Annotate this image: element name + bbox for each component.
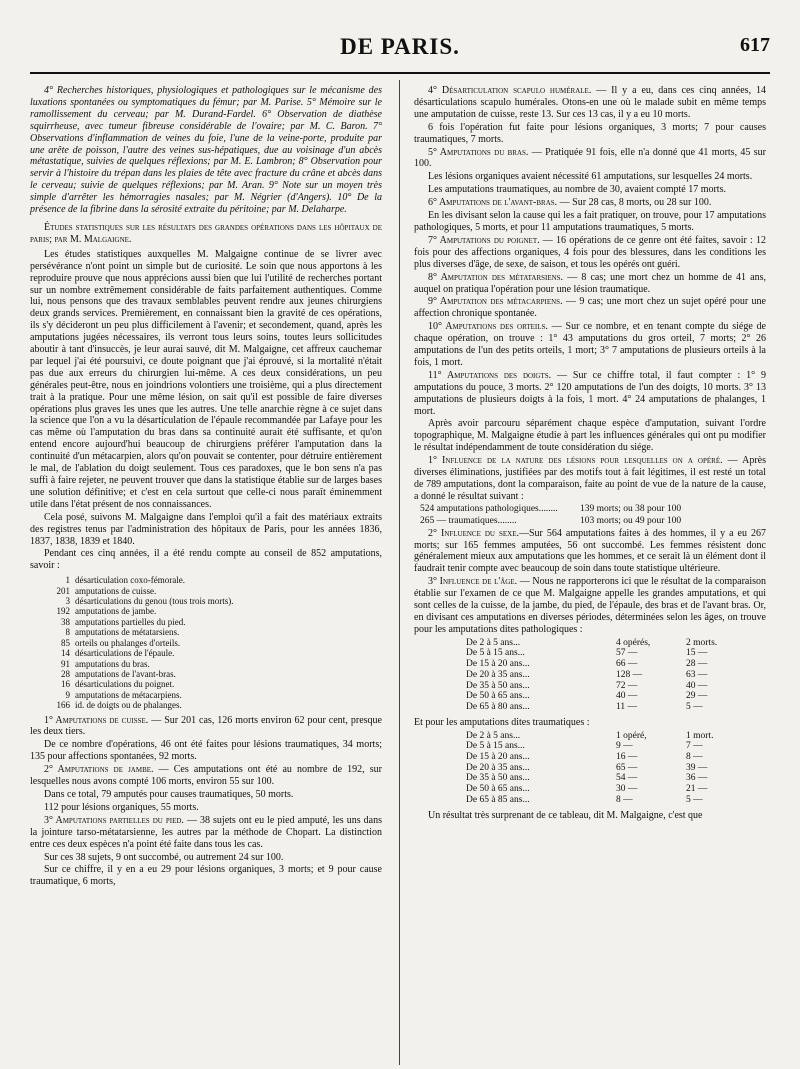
table-cell: 139 morts; ou 38 pour 100	[580, 503, 682, 514]
section-heading: 11° Amputations des doigts.	[428, 369, 552, 381]
section-heading: 8° Amputation des métatarsiens.	[428, 271, 564, 283]
list-count: 91	[61, 658, 70, 669]
section-heading: 2° Amputations de jambe.	[44, 764, 154, 776]
section-text: — 8 cas; une mort chez un homme de 41 ans, auquel on pratiqua l'opération pour une lésion traumatique.	[414, 271, 766, 295]
table-row	[466, 670, 766, 681]
paragraph	[30, 864, 382, 888]
section-text: 6 fois l'opération fut faite pour lésions organiques, 3 morts; 7 pour causes traumatiques, 7 morts.	[414, 121, 766, 145]
section-heading: 6° Amputations de l'avant-bras.	[428, 197, 558, 209]
section-text: 112 pour lésions organiques, 55 morts.	[44, 801, 199, 813]
table-cell: De 5 à 15 ans...	[466, 648, 525, 659]
paragraph: Et pour les amputations dites traumatiques :	[414, 716, 590, 728]
section-text: — Sur 28 cas, 8 morts, ou 28 sur 100.	[557, 197, 712, 209]
table-cell: 40 —	[686, 680, 708, 691]
table-row	[466, 795, 766, 806]
table-cell: 30 —	[616, 784, 638, 795]
section-heading: 3° Influence de l'âge.	[428, 576, 518, 588]
table-cell: 28 —	[686, 659, 708, 670]
list-count: 166	[56, 700, 70, 711]
list-count: 16	[61, 679, 70, 690]
table-row	[466, 763, 766, 774]
list-count: 192	[56, 606, 70, 617]
table-cell: 1 mort.	[686, 730, 714, 741]
paragraph	[414, 455, 766, 503]
age-table-traumatic	[466, 731, 766, 806]
header-rule	[30, 72, 770, 74]
paragraph	[30, 802, 382, 814]
right-column	[414, 85, 766, 822]
table-row	[466, 681, 766, 692]
table-cell: De 15 à 20 ans...	[466, 752, 530, 763]
section-text: — Sur 201 cas, 126 morts environ 62 pour cent, presque les deux tiers.	[30, 714, 382, 738]
table-cell: 2 morts.	[686, 637, 718, 648]
section-heading: 7° Amputations du poignet.	[428, 234, 540, 246]
paragraph	[414, 197, 766, 209]
table-cell: 15 —	[686, 648, 708, 659]
page-header	[30, 18, 770, 78]
section-text: Sur ce chiffre, il y en a eu 29 pour lésions organiques, 3 morts; et 9 pour cause traumatique, 6 morts,	[30, 864, 382, 888]
list-count: 38	[61, 616, 70, 627]
section-text: — Après diverses éliminations, justifiées par des motifs tout à fait légitimes, il est resté un total de 789 amputations, dont la comparaison, faite au point de vue de la nature de la cause, a donné le résultat suivant :	[414, 455, 766, 502]
table-cell: De 2 à 5 ans...	[466, 730, 521, 741]
paragraph	[414, 528, 766, 576]
left-column	[30, 85, 382, 889]
paragraph: 4° Recherches historiques, physiologiques et pathologiques sur le mécanisme des luxations spontanées ou symptomatiques du fémur; par M. Parise. 5° Mémoire sur le ramollissement du cerveau; par M. Durand-Fardel. 6° Observation de diathèse squirrheuse, avec tumeur fibreuse considérable de l'ovaire; par M. C. Baron. 7° Observations d'inflammation de veines du foie, l'une de la veine-porte, produite par une arête de poisson, l'autre des veines sus-hépatiques, due au voisinage d'un abcès métastatique, suivies de quelques réflexions; par M. E. Lambron; 8° Observation pour servir à l'histoire du trépan dans les plaies de tête avec fracture du crâne et abcès dans le cerveau; suivie de quelques réflexions; par M. Aran. 9° Note sur un moyen très simple d'arrêter les hémorragies nasales; par M. Négrier (d'Angers). 10° De la présence de la fibrine dans la sérosité extraite du péritoine; par M. Delaharpe.	[30, 85, 382, 216]
paragraph	[30, 715, 382, 739]
table-row	[420, 504, 766, 516]
table-cell: 29 —	[686, 691, 708, 702]
paragraph	[30, 815, 382, 851]
table-row	[420, 516, 766, 528]
table-row	[466, 648, 766, 659]
list-item	[30, 627, 382, 637]
section-heading: 3° Amputations partielles du pied.	[44, 814, 184, 826]
section-text: — Sur ce chiffre total, il faut compter : 1° 9 amputations du pouce, 3 morts. 2° 120 amputations de l'un des doigts, 10 morts. 3° 13 amputations de plusieurs doigts à la fois, 1 mort. 4° 24 amputations de phalanges, 1 mort.	[414, 369, 766, 417]
paragraph	[414, 171, 766, 183]
table-cell: 8 —	[686, 752, 703, 763]
table-cell: 524 amputations pathologiques........	[420, 503, 558, 514]
section-text: Après avoir parcouru séparément chaque espèce d'amputation, suivant l'ordre topographique, M. Malgaigne étudie à part les influences générales qui ont pu modifier le résultat indépendamment de toute considération du siége.	[414, 418, 766, 454]
list-label: amputations partielles du pied.	[75, 616, 186, 627]
section-text: — 38 sujets ont eu le pied amputé, les uns dans la jointure tarso-métatarsienne, les autres par la méthode de Chopart. La distinction entre ces deux espèces n'a point été faite dans tous les cas.	[30, 814, 382, 850]
section-text: Les amputations traumatiques, au nombre de 30, avaient compté 17 morts.	[428, 184, 726, 196]
table-row	[466, 638, 766, 649]
list-item	[30, 617, 382, 627]
table-cell: De 65 à 80 ans...	[466, 702, 530, 712]
section-text: En les divisant selon la cause qui les a fait pratiquer, on trouve, pour 17 amputations pathologiques, 5 morts, et pour 11 amputations traumatiques, 5 morts.	[414, 210, 766, 233]
list-item	[30, 669, 382, 679]
list-label: orteils ou phalanges d'orteils.	[75, 637, 181, 648]
table-cell: 21 —	[686, 784, 708, 795]
table-cell: 63 —	[686, 669, 708, 680]
section-heading: 5° Amputations du bras.	[428, 146, 529, 158]
paragraph: Un résultat très surprenant de ce tableau, dit M. Malgaigne, c'est que	[428, 809, 703, 821]
paragraph: Les études statistiques auxquelles M. Malgaigne continue de se livrer avec persévérance n'ont point un simple but de curiosité. Le soin que nous apportons à les reproduire prouve que nous apprécions aussi bien que lui l'utilité de recherches portant sur un nombre extrêmement considérable de faits parfaitement authentiques. Comme lui, nous pensons que des travaux semblables peuvent rendre aux jeunes chirurgiens deux grands services. Premièrement, en connaissant bien la gravité de ces opérations, ils s'y décideront un peu plus difficilement à l'avenir; et secondement, quand, après les amputations jugées nécessaires, ils verront tous leurs soins, toutes leurs sollicitudes aboutir à tant d'insuccès, je leur aurai sauvé, dit M. Malgaigne, cet affreux cauchemar par lequel j'ai été poursuivi, ce doute poignant que j'ai éprouvé, si la mortalité n'était pas due aux erreurs du chirurgien lui-même. A ces deux considérations, un peu générales peut-être, nous en joindrions volontiers une troisième, qui a plus directement trait à la pratique. Pour une même lésion, on sait qu'il est possible de faire diverses opérations plus graves les unes que les autres. Une telle anarchie règne à ce sujet dans la science que l'on a vu la désarticulation de l'épaule recommandée par Lafaye pour les cas même où l'amputation du bras dans sa continuité aurait été suffisante, et qu'on entend encore aujourd'hui beaucoup de chirurgiens préférer l'amputation dans la continuité d'un métacarpien, alors qu'on pouvait se contenter, pour détruire entièrement le mal, de l'ablation du doigt seulement. Tous ces paradoxes, que le bon sens n'a pas suffi à faire rejeter, ne peuvent trouver que dans la statistique établie sur de larges bases une solution définitive; et c'est en cela surtout que celle-ci nous paraît éminemment utile dans l'état présent de nos connaissances.	[30, 248, 382, 510]
table-cell: De 50 à 65 ans...	[466, 784, 530, 795]
list-item	[30, 638, 382, 648]
list-label: désarticulation coxo-fémorale.	[75, 575, 185, 586]
table-cell: De 20 à 35 ans...	[466, 669, 530, 680]
section-heading: 9° Amputation des métacarpiens.	[428, 296, 563, 308]
table-row	[466, 741, 766, 752]
page-number: 617	[740, 34, 770, 56]
table-row	[466, 773, 766, 784]
section-text: — Pratiquée 91 fois, elle n'a donné que 41 morts, 45 sur 100.	[414, 146, 766, 170]
list-label: id. de doigts ou de phalanges.	[75, 700, 182, 711]
table-cell: 11 —	[616, 702, 638, 712]
paragraph	[414, 418, 766, 454]
paragraph	[30, 852, 382, 864]
paragraph	[30, 739, 382, 763]
paragraph	[414, 321, 766, 369]
list-label: amputations de l'avant-bras.	[75, 668, 176, 679]
list-item	[30, 659, 382, 669]
list-label: amputations de métatarsiens.	[75, 627, 180, 638]
table-cell: 66 —	[616, 659, 638, 670]
table-cell: De 50 à 65 ans...	[466, 691, 530, 702]
lesion-table	[414, 504, 766, 528]
table-row	[466, 752, 766, 763]
list-count: 1	[65, 575, 70, 586]
section-text: — Ces amputations ont été au nombre de 192, sur lesquelles nous avons compté 106 morts, environ 55 sur 100.	[30, 764, 382, 788]
paragraph	[414, 370, 766, 418]
list-count: 85	[61, 637, 70, 648]
table-row	[466, 702, 766, 713]
running-title: DE PARIS.	[340, 34, 460, 59]
section-title: Études statistiques sur les résultats des grandes opérations dans les hôpitaux de paris; par M. Malgaigne.	[30, 221, 382, 245]
table-cell: 1 opéré,	[616, 730, 647, 741]
list-item	[30, 648, 382, 658]
list-count: 201	[56, 585, 70, 596]
left-sections	[30, 715, 382, 889]
section-text: Les lésions organiques avaient nécessité 61 amputations, sur lesquelles 24 morts.	[428, 171, 753, 183]
table-cell: 103 morts; ou 49 pour 100	[580, 515, 682, 526]
table-cell: De 5 à 15 ans...	[466, 741, 525, 752]
table-cell: De 2 à 5 ans...	[466, 637, 521, 648]
section-text: — Sur ce nombre, et en tenant compte du siége de chaque opération, on trouve : 1° 43 amputations du gros orteil, 7 morts; 2° 26 amputations de l'un des petits orteils, 1 mort; 3° 7 amputations de plusieurs orteils à la fois, 1 mort.	[414, 321, 766, 368]
list-label: amputations de métacarpiens.	[75, 689, 182, 700]
section-heading: 4° Désarticulation scapulo humérale.	[428, 85, 592, 96]
section-text: — 16 opérations de ce genre ont été faites, savoir : 12 fois pour des affections organiques, 4 fois pour des blessures, dans les conditions les plus diverses d'âge, de sexe, de saison, et tous les opérés ont guéri.	[414, 234, 767, 270]
right-mid-sections	[414, 528, 766, 636]
list-item	[30, 575, 382, 585]
section-text: Dans ce total, 79 amputés pour causes traumatiques, 50 morts.	[44, 788, 294, 800]
paragraph: Pendant ces cinq années, il a été rendu compte au conseil de 852 amputations, savoir :	[30, 548, 382, 572]
paragraph	[414, 576, 766, 636]
paragraph	[414, 85, 766, 121]
table-cell: De 15 à 20 ans...	[466, 659, 530, 670]
paragraph	[414, 122, 766, 146]
section-heading: 1° Influence de la nature des lésions pour lesquelles on a opéré.	[428, 455, 723, 467]
list-label: amputations de jambe.	[75, 606, 157, 617]
section-text: — Il y a eu, dans ces cinq années, 14 désarticulations scapulo humérales. Otons-en une où le malade subit en même temps une amputation de cuisse, reste 13. Sur ces 13 cas, il y a eu 10 morts.	[414, 85, 766, 120]
table-cell: 128 —	[616, 669, 643, 680]
list-item	[30, 586, 382, 596]
list-count: 8	[65, 627, 70, 638]
section-heading: 1° Amputations de cuisse.	[44, 714, 149, 726]
list-label: désarticulations de l'épaule.	[75, 648, 175, 659]
age-table-pathological	[466, 638, 766, 713]
table-cell: De 65 à 85 ans...	[466, 794, 530, 805]
paragraph	[414, 235, 766, 271]
paragraph	[30, 789, 382, 801]
paragraph	[414, 147, 766, 171]
table-cell: 39 —	[686, 762, 708, 773]
list-item	[30, 596, 382, 606]
table-cell: 265 — traumatiques........	[420, 515, 517, 526]
section-text: De ce nombre d'opérations, 46 ont été faites pour lésions traumatiques, 34 morts; 135 pour affections spontanées, 92 morts.	[30, 739, 382, 763]
paragraph	[414, 210, 766, 234]
paragraph	[414, 184, 766, 196]
table-row	[466, 691, 766, 702]
section-text: — 9 cas; une mort chez un sujet opéré pour une affection chronique spontanée.	[414, 296, 766, 320]
section-heading: 10° Amputations des orteils.	[428, 321, 548, 333]
paragraph: Cela posé, suivons M. Malgaigne dans l'emploi qu'il a fait des matériaux extraits des registres tenus par l'administration des hôpitaux de Paris, pour les années 1836, 1837, 1838, 1839 et 1840.	[30, 511, 382, 547]
right-sections	[414, 85, 766, 503]
list-item	[30, 700, 382, 710]
paragraph	[414, 272, 766, 296]
table-cell: 16 —	[616, 752, 638, 763]
section-text: —Sur 564 amputations faites à des hommes, il y a eu 267 morts; sur 165 femmes amputées, 56 ont succombé. Les femmes résistent donc généralement mieux aux amputations que les hommes, et ce serait là un élément dont il faudrait tenir compte avec beaucoup de soin dans toute statistique ultérieure.	[414, 527, 766, 575]
table-row	[466, 659, 766, 670]
table-cell: 40 —	[616, 691, 638, 702]
list-count: 9	[65, 689, 70, 700]
list-label: amputations du bras.	[75, 658, 150, 669]
table-cell: 5 —	[686, 794, 703, 805]
table-cell: De 20 à 35 ans...	[466, 762, 530, 773]
section-text: — Nous ne rapporterons ici que le résultat de la comparaison établie sur l'examen de ce que M. Malgaigne appelle les grandes amputations, et qui sont celles de la cuisse, de la jambe, du pied, de l'épaule, des bras et de l'avant bras. Or, en divisant ces amputations en diverses périodes, déterminées selon les âges, on trouve pour les amputations dites pathologiques :	[414, 576, 767, 635]
table-cell: De 35 à 50 ans...	[466, 773, 530, 784]
table-cell: 54 —	[616, 773, 638, 784]
table-cell: De 35 à 50 ans...	[466, 680, 530, 691]
list-label: désarticulations du genou (tous trois morts).	[75, 596, 234, 607]
table-cell: 57 —	[616, 648, 638, 659]
section-heading: 2° Influence du sexe.	[428, 527, 519, 539]
list-item	[30, 606, 382, 616]
table-row	[466, 784, 766, 795]
column-divider	[399, 80, 400, 1065]
list-label: désarticulations du poignet.	[75, 679, 175, 690]
paragraph	[30, 764, 382, 788]
list-count: 14	[61, 648, 70, 659]
section-text: Sur ces 38 sujets, 9 ont succombé, ou autrement 24 sur 100.	[44, 851, 284, 863]
list-count: 28	[61, 668, 70, 679]
paragraph	[414, 296, 766, 320]
table-cell: 65 —	[616, 762, 638, 773]
list-count: 3	[65, 596, 70, 607]
amputation-list	[30, 575, 382, 710]
table-cell: 72 —	[616, 680, 638, 691]
table-cell: 9 —	[616, 741, 633, 752]
table-cell: 5 —	[686, 702, 703, 712]
table-cell: 4 opérés,	[616, 637, 651, 648]
list-label: amputations de cuisse.	[75, 585, 157, 596]
list-item	[30, 690, 382, 700]
table-row	[466, 731, 766, 742]
list-item	[30, 679, 382, 689]
table-cell: 36 —	[686, 773, 708, 784]
table-cell: 8 —	[616, 794, 633, 805]
table-cell: 7 —	[686, 741, 703, 752]
